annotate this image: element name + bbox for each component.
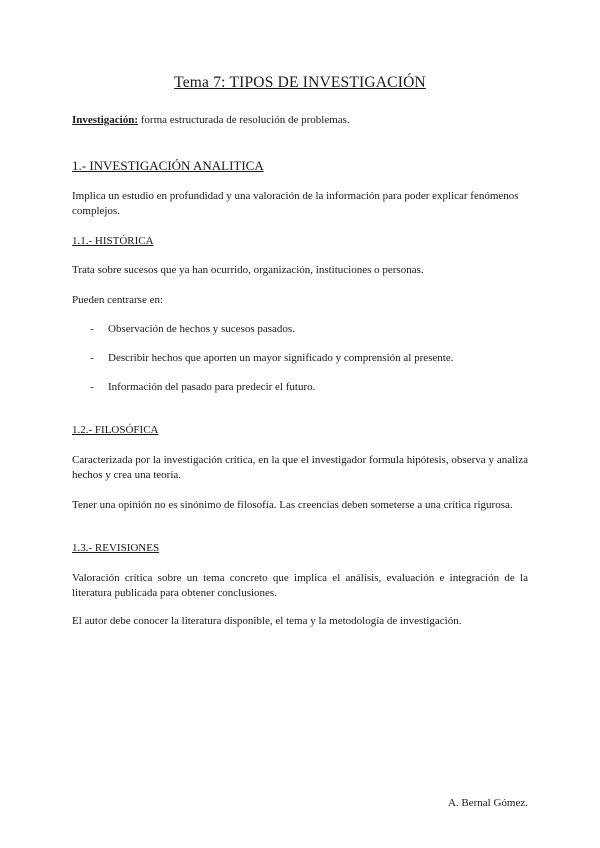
list-item-text: Información del pasado para predecir el futuro. bbox=[108, 381, 316, 393]
subsection-heading-revisiones: 1.3.- REVISIONES bbox=[72, 542, 160, 554]
filosofica-paragraph-1: Caracterizada por la investigación crítica, en la que el investigador formula hipótesis, observa y analiza hechos y crea una teoría. bbox=[72, 454, 528, 481]
list-item bbox=[90, 352, 453, 364]
list-item-text: Describir hechos que aporten un mayor significado y comprensión al presente. bbox=[108, 352, 454, 364]
historica-paragraph-1: Trata sobre sucesos que ya han ocurrido, organización, instituciones o personas. bbox=[72, 264, 424, 276]
subsection-heading-historica: 1.1.- HISTÓRICA bbox=[72, 235, 154, 247]
page-title: Tema 7: TIPOS DE INVESTIGACIÓN bbox=[174, 74, 426, 91]
author-signature: A. Bernal Gómez. bbox=[447, 797, 528, 809]
list-item bbox=[90, 381, 315, 393]
bullet-marker: - bbox=[90, 352, 94, 364]
bullet-marker: - bbox=[90, 323, 94, 335]
revisiones-paragraph-2: El autor debe conocer la literatura disponible, el tema y la metodología de investigación. bbox=[72, 615, 462, 627]
intro-term: Investigación: bbox=[72, 114, 138, 126]
intro-definition: forma estructurada de resolución de problemas. bbox=[138, 114, 350, 126]
filosofica-paragraph-2: Tener una opinión no es sinónimo de filosofía. Las creencias deben someterse a una crítica rigurosa. bbox=[72, 499, 513, 511]
list-item-text: Observación de hechos y sucesos pasados. bbox=[108, 323, 295, 335]
section-analitica-paragraph: Implica un estudio en profundidad y una valoración de la información para poder explicar fenómenos complejos. bbox=[72, 190, 519, 217]
historica-paragraph-2: Pueden centrarse en: bbox=[72, 294, 164, 306]
revisiones-paragraph-1: Valoración crítica sobre un tema concreto que implica el análisis, evaluación e integración de la literatura publicada para obtener conclusiones. bbox=[72, 572, 528, 599]
bullet-marker: - bbox=[90, 381, 94, 393]
subsection-heading-filosofica: 1.2.- FILOSÓFICA bbox=[72, 424, 159, 436]
list-item bbox=[90, 323, 295, 335]
intro-line bbox=[72, 114, 350, 126]
section-heading-analitica: 1.- INVESTIGACIÓN ANALITICA bbox=[72, 158, 264, 173]
